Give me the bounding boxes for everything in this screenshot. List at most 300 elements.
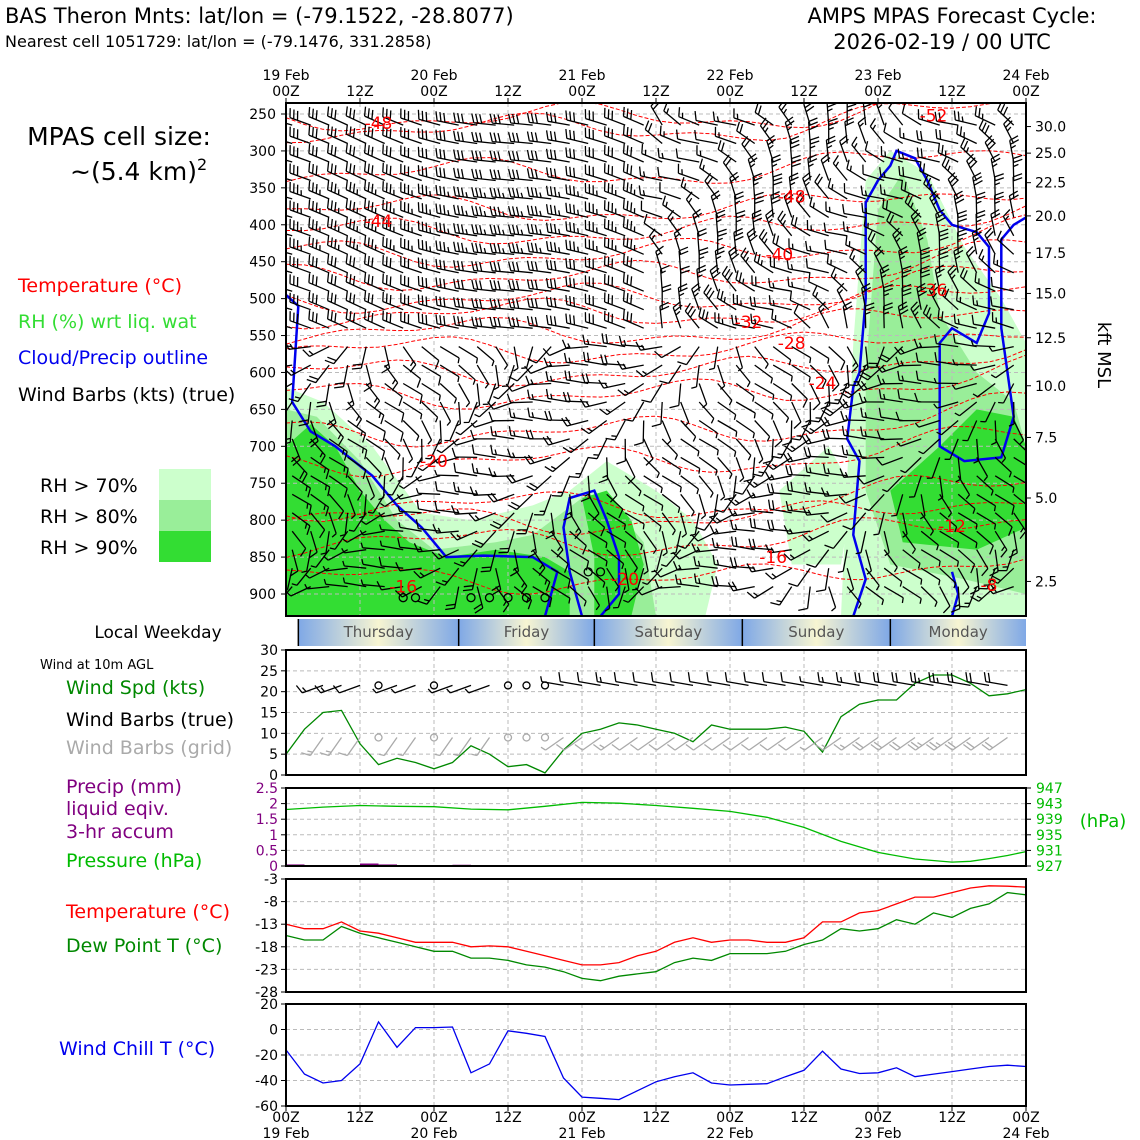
ytick-label-900: 900 [249, 587, 276, 603]
wind-barb-531 [660, 302, 669, 328]
wind-barb-271 [454, 316, 478, 329]
wind-barb-120 [366, 421, 385, 441]
wind-barb-79 [328, 125, 348, 144]
sfc-barb-grid-2 [301, 738, 323, 756]
legend-wind-chill: Wind Chill T (°C) [59, 1038, 216, 1060]
wind-barb-171 [403, 402, 422, 419]
bottom-time-84: 12Z [790, 1110, 818, 1126]
wind-barb-434 [570, 457, 588, 477]
legend-precip-2: liquid eqiv. [66, 798, 169, 820]
wind-barb-740 [810, 347, 829, 364]
wind-barb-376 [528, 347, 552, 363]
legend-swatch-rh90 [159, 531, 211, 562]
legend-rh: RH (%) wrt liq. wat [18, 311, 197, 333]
wind-barb-778 [816, 568, 829, 591]
ytick-label-350: 350 [249, 180, 276, 197]
top-time-0: 00Z [272, 84, 300, 100]
top-date-72: 22 Feb [706, 68, 754, 84]
wind-barb-60 [309, 255, 329, 273]
wind-barb-503 [624, 273, 644, 291]
wind-barb-636 [736, 347, 742, 371]
wind-barb-115 [346, 309, 366, 328]
panel-chill-ylabel-20: 20 [260, 997, 278, 1013]
wind-barb-37 [290, 311, 311, 328]
wind-barb-293 [472, 243, 496, 255]
wind-barb-592 [699, 494, 705, 518]
wind-barb-667 [755, 439, 763, 463]
wind-barb-287 [472, 132, 496, 144]
wind-barb-290 [472, 187, 496, 199]
wind-barb-114 [346, 291, 366, 310]
weekday-bar [286, 619, 1026, 646]
temperature-panel [255, 872, 1026, 1001]
panel-wind-ylabel-10: 10 [260, 726, 278, 743]
wind-barb-55 [309, 163, 329, 181]
wind-barb-449 [585, 238, 606, 254]
wind-barb-726 [766, 568, 792, 579]
cell-size-value: ~(5.4 km)$^2$ [70, 155, 208, 186]
ytick-label-750: 750 [249, 476, 276, 493]
wind-barb-305 [472, 463, 496, 475]
wind-barb-143 [385, 365, 398, 390]
press-label-927: 927 [1036, 859, 1063, 875]
weekday-friday: Friday [503, 623, 550, 641]
press-label-931: 931 [1036, 843, 1063, 860]
kft-label-10.0: 10.0 [1035, 378, 1067, 395]
weekday-monday: Monday [928, 623, 988, 641]
wind-barb-478 [605, 293, 626, 310]
ytick-label-500: 500 [249, 291, 276, 308]
weekday-saturday: Saturday [634, 623, 703, 641]
wind-barb-637 [736, 365, 750, 387]
wind-barb-111 [346, 236, 366, 255]
bottom-time-48: 00Z [568, 1110, 596, 1126]
wind-barb-1 [271, 128, 293, 144]
wind-barb-642 [736, 457, 744, 481]
wind-barb-481 [601, 355, 625, 366]
kft-msl-label: kft MSL [1093, 321, 1114, 389]
ytick-label-300: 300 [249, 143, 276, 160]
wind-barb-291 [472, 206, 496, 218]
kft-label-25.0: 25.0 [1035, 146, 1067, 163]
bottom-time-60: 12Z [642, 1110, 670, 1126]
wind-barb-90 [325, 347, 348, 364]
bottom-time-0: 00Z [272, 1110, 300, 1126]
wind-barb-62 [309, 292, 329, 310]
sfc-barb-grid-10 [453, 738, 471, 756]
wind-barb-577 [686, 192, 699, 218]
wind-barb-27 [290, 127, 311, 144]
top-time-84: 12Z [790, 84, 818, 100]
press-label-935: 935 [1036, 827, 1063, 844]
wind-barb-470 [605, 145, 626, 162]
wind-barb-267 [454, 242, 478, 255]
wind-barb-663 [755, 365, 773, 383]
wind-barb-106 [346, 143, 366, 162]
panel-temp-ylabel--13: -13 [255, 917, 278, 934]
wind-barb-962 [954, 111, 976, 126]
wind-barb-223 [440, 402, 450, 426]
bottom-time-36: 12Z [494, 1110, 522, 1126]
wind-barb-705 [792, 156, 801, 181]
bottom-date-48: 21 Feb [558, 1126, 606, 1140]
top-date-48: 21 Feb [558, 68, 606, 84]
legend-wind-barbs: Wind Barbs (kts) (true) [18, 384, 236, 406]
wind-barb-54 [309, 144, 329, 162]
wind-barb-263 [454, 168, 478, 181]
wind-barb-7 [271, 239, 293, 255]
panel-temp-ylabel--3: -3 [264, 872, 278, 888]
panel-wind-ylabel-20: 20 [260, 684, 278, 701]
wind-barb-140 [365, 291, 385, 309]
calm-grid-13 [523, 734, 530, 741]
wind-barb-762 [806, 258, 828, 273]
wind-barb-963 [957, 125, 977, 144]
kft-label-22.5: 22.5 [1035, 175, 1067, 192]
wind-barb-701 [747, 587, 773, 599]
wind-barb-788 [827, 254, 847, 273]
wind-barb-3 [271, 165, 293, 181]
wind-barb-651 [737, 122, 755, 144]
top-time-24: 00Z [420, 84, 448, 100]
wind-barb-407 [543, 436, 570, 445]
sfc-barb-true-39 [984, 672, 1007, 685]
legend-temperature: Temperature (°C) [18, 275, 182, 297]
wind-10m-label: Wind at 10m AGL [40, 658, 154, 673]
wind-barb-502 [624, 255, 644, 273]
wind-barb-81 [328, 162, 348, 181]
wind-barb-779 [829, 587, 836, 611]
legend-pressure: Pressure (hPa) [66, 850, 203, 872]
wind-barb-63 [309, 310, 329, 328]
bottom-date-24: 20 Feb [410, 1126, 458, 1140]
legend-cloud-outline: Cloud/Precip outline [18, 347, 209, 369]
wind-barb-508 [618, 384, 644, 396]
wind-barb-538 [662, 457, 680, 474]
wind-barb-56 [309, 181, 329, 199]
wind-barb-446 [585, 183, 606, 199]
wind-barb-601 [700, 159, 718, 181]
wind-barb-692 [773, 421, 782, 448]
wind-barb-164 [383, 255, 403, 273]
wind-barb-615 [718, 439, 736, 457]
ytick-label-700: 700 [249, 439, 276, 456]
wind-barb-196 [422, 384, 441, 401]
wind-barb-763 [809, 272, 829, 291]
wind-barb-28 [290, 145, 311, 162]
legend-wind-speed: Wind Spd (kts) [66, 677, 206, 699]
wind-barb-591 [699, 476, 713, 498]
panel-press-ylabel-2.5: 2.5 [255, 781, 278, 797]
wind-barb-195 [422, 365, 441, 385]
wind-barb-495 [624, 125, 644, 143]
wind-barb-988 [975, 106, 995, 125]
wind-barb-510 [634, 421, 644, 446]
wind-barb-629 [735, 192, 744, 218]
wind-barb-433 [563, 439, 588, 453]
ytick-label-850: 850 [249, 550, 276, 567]
legend-barbs-true: Wind Barbs (true) [66, 709, 235, 731]
wind-barb-549 [658, 167, 681, 181]
temperature-line [286, 886, 1026, 965]
wind-barb-169 [403, 365, 420, 388]
wind-barb-731 [808, 155, 817, 181]
top-date-0: 19 Feb [262, 68, 310, 84]
weekday-thursday: Thursday [343, 623, 414, 641]
temp-label-12: -16 [389, 577, 418, 598]
wind-barb-134 [365, 181, 385, 199]
kft-label-2.5: 2.5 [1035, 574, 1058, 591]
ytick-label-400: 400 [249, 217, 276, 234]
panel-wind-ylabel-15: 15 [260, 705, 278, 722]
wind-barb-332 [488, 493, 515, 502]
wind-barb-937 [936, 129, 958, 143]
wind-barb-633 [722, 266, 736, 291]
legend-swatch-rh80 [159, 500, 211, 531]
wind-barb-781 [845, 118, 854, 144]
wind-barb-605 [718, 229, 727, 254]
wind-barb-145 [385, 402, 404, 422]
wind-barb-639 [736, 402, 755, 418]
wind-barb-554 [679, 247, 688, 273]
wind-barb-485 [616, 439, 625, 464]
wind-barb-246 [459, 347, 478, 364]
local-weekday-label: Local Weekday [94, 623, 222, 643]
wind-barb-713 [772, 309, 792, 328]
wind-barb-83 [328, 199, 348, 218]
wind-barb-289 [472, 169, 496, 181]
wind-barb-474 [605, 219, 626, 236]
wind-barb-108 [346, 180, 366, 199]
wind-barb-575 [678, 164, 699, 181]
wind-speed-panel [260, 643, 1026, 784]
wind-barb-666 [755, 421, 770, 442]
wind-barb-61 [309, 273, 329, 291]
panel-chill-ylabel-0: 0 [269, 1022, 278, 1039]
wind-barb-459 [588, 439, 607, 459]
wind-barb-689 [773, 365, 792, 381]
station-title: BAS Theron Mnts: lat/lon = (-79.1522, -28.8077) [5, 4, 514, 28]
bottom-time-108: 12Z [938, 1110, 966, 1126]
wind-barb-302 [471, 421, 495, 428]
wind-barb-484 [606, 421, 626, 440]
top-time-72: 00Z [716, 84, 744, 100]
legend-precip-1: Precip (mm) [66, 776, 182, 798]
wind-barb-534 [641, 384, 662, 403]
wind-barb-269 [454, 279, 478, 292]
kft-label-5.0: 5.0 [1035, 491, 1058, 507]
wind-barb-112 [346, 254, 366, 273]
wind-barb-833 [870, 118, 884, 143]
wind-barb-82 [328, 180, 348, 199]
wind-barb-137 [365, 236, 385, 254]
wind-barb-261 [454, 131, 478, 144]
wind-barb-712 [769, 295, 791, 310]
panel-chill-ylabel--60: -60 [255, 1099, 278, 1115]
wind-barb-607 [710, 265, 720, 292]
temp-label-0: -48 [364, 113, 393, 134]
wind-chill-panel [255, 997, 1026, 1115]
wind-barb-159 [383, 163, 403, 181]
wind-barb-795 [822, 402, 847, 416]
temp-label-10: -20 [611, 570, 640, 591]
temp-label-7: -28 [777, 333, 806, 354]
wind-barb-498 [624, 181, 644, 199]
wind-barb-602 [705, 173, 718, 199]
bottom-date-96: 23 Feb [854, 1126, 902, 1140]
wind-barb-173 [403, 439, 412, 463]
wind-barb-912 [917, 148, 939, 163]
wind-barb-652 [742, 136, 755, 162]
bottom-time-24: 00Z [420, 1110, 448, 1126]
wind-barb-113 [346, 273, 366, 292]
bottom-time-12: 12Z [346, 1110, 374, 1126]
wind-barb-691 [773, 402, 788, 423]
wind-barb-170 [403, 384, 422, 404]
wind-barb-641 [736, 439, 751, 460]
wind-barb-294 [472, 261, 496, 273]
calm-grid-14 [542, 734, 549, 741]
wind-barb-117 [364, 365, 372, 391]
wind-barb-791 [843, 302, 852, 328]
wind-barb-80 [328, 143, 348, 162]
wind-barb-248 [459, 384, 470, 407]
sfc-barb-grid-3 [320, 738, 342, 756]
wind-barb-766 [829, 347, 845, 371]
wind-barb-52 [309, 107, 329, 125]
wind-barb-539 [662, 476, 681, 492]
wind-barb-84 [328, 217, 348, 236]
wind-barb-472 [605, 182, 626, 199]
calm-true-13 [523, 682, 530, 689]
panel-temp-ylabel--23: -23 [255, 962, 278, 979]
wind-barb-506 [619, 336, 643, 347]
wind-barb-482 [599, 380, 625, 388]
forecast-cycle-value: 2026-02-19 / 00 UTC [833, 30, 1051, 54]
legend-precip-3: 3-hr accum [66, 821, 174, 843]
panel-press-ylabel-2: 2 [269, 796, 278, 813]
wind-barb-638 [736, 384, 754, 402]
ytick-label-250: 250 [249, 107, 276, 123]
sfc-barb-grid-6 [379, 738, 397, 756]
wind-barb-727 [770, 587, 791, 605]
wind-barb-265 [454, 205, 478, 218]
wind-barb-533 [636, 365, 662, 377]
ytick-label-450: 450 [249, 254, 276, 271]
wind-barb-88 [328, 291, 348, 310]
wind-barb-496 [624, 144, 644, 162]
temp-label-11: -16 [759, 548, 788, 569]
top-time-12: 12Z [346, 84, 374, 100]
wind-barb-221 [440, 365, 459, 382]
wind-barb-753 [798, 587, 810, 611]
panel-temp-ylabel--28: -28 [255, 985, 278, 1001]
wind-barb-227 [416, 476, 441, 481]
wind-barb-483 [600, 402, 626, 415]
bottom-time-120: 00Z [1012, 1110, 1040, 1126]
wind-barb-280 [454, 482, 478, 494]
legend-barbs-grid: Wind Barbs (grid) [66, 737, 233, 759]
kft-label-30.0: 30.0 [1035, 119, 1067, 136]
temp-label-9: -20 [420, 452, 448, 473]
top-date-24: 20 Feb [410, 68, 458, 84]
wind-barb-679 [772, 155, 781, 181]
wind-barb-57 [309, 199, 329, 217]
temp-label-3: -44 [364, 212, 393, 233]
wind-barb-708 [778, 211, 792, 236]
wind-barb-557 [673, 302, 682, 329]
temp-label-14: -8 [980, 576, 998, 597]
wind-barb-220 [440, 347, 459, 364]
wind-barb-64 [303, 347, 329, 357]
wind-barb-565 [681, 476, 699, 494]
precip-pressure-panel [256, 781, 1063, 875]
ytick-label-650: 650 [249, 402, 276, 419]
panel-temp-ylabel--8: -8 [264, 894, 278, 911]
wind-barb-288 [472, 150, 496, 162]
sfc-barb-grid-15 [541, 738, 564, 751]
wind-barb-580 [699, 248, 708, 273]
panel-press-ylabel-1: 1 [269, 827, 278, 844]
top-time-60: 12Z [642, 84, 670, 100]
kft-label-7.5: 7.5 [1035, 430, 1058, 447]
temp-label-4: -40 [765, 245, 794, 266]
wind-barb-222 [440, 384, 456, 404]
panel-wind-ylabel-30: 30 [260, 643, 278, 659]
wind-barb-273 [477, 365, 488, 388]
wind-barb-272 [477, 347, 494, 366]
wind-barb-30 [290, 182, 311, 199]
wind-barb-296 [472, 298, 496, 310]
wind-barb-737 [788, 277, 810, 292]
legend-rh70: RH > 70% [40, 475, 138, 497]
temp-label-6: -32 [734, 313, 763, 334]
wind-barb-563 [681, 439, 699, 457]
wind-barb-729 [809, 118, 818, 144]
wind-barb-606 [715, 247, 724, 273]
panel-wind-ylabel-5: 5 [269, 747, 278, 764]
forecast-cycle-label: AMPS MPAS Forecast Cycle: [807, 4, 1097, 28]
temp-label-13: -12 [938, 517, 966, 538]
legend-temp-line: Temperature (°C) [66, 901, 230, 923]
temp-label-5: -36 [919, 280, 948, 301]
wind-barb-168 [403, 347, 416, 373]
wind-barb-107 [346, 162, 366, 181]
wind-barb-452 [585, 294, 606, 310]
wind-barb-119 [366, 402, 384, 424]
top-date-96: 23 Feb [854, 68, 902, 84]
wind-barb-808 [852, 137, 866, 162]
bottom-date-0: 19 Feb [262, 1126, 310, 1140]
wind-barb-475 [605, 237, 626, 254]
wind-barb-738 [790, 291, 810, 310]
wind-barb-477 [605, 274, 626, 291]
weekday-sunday: Sunday [788, 623, 845, 641]
wind-barb-86 [328, 254, 348, 273]
wind-barb-87 [328, 273, 348, 292]
wind-barb-442 [585, 109, 606, 125]
wind-barb-118 [366, 384, 379, 409]
wind-barb-457 [580, 399, 606, 407]
wind-barb-78 [328, 107, 348, 126]
wind-barb-535 [652, 402, 662, 427]
top-time-96: 00Z [864, 84, 892, 100]
wind-barb-93 [348, 402, 362, 427]
wind-barb-657 [747, 228, 757, 255]
wind-barb-610 [709, 347, 718, 370]
top-time-48: 00Z [568, 84, 596, 100]
panel-wind-ylabel-25: 25 [260, 663, 278, 680]
